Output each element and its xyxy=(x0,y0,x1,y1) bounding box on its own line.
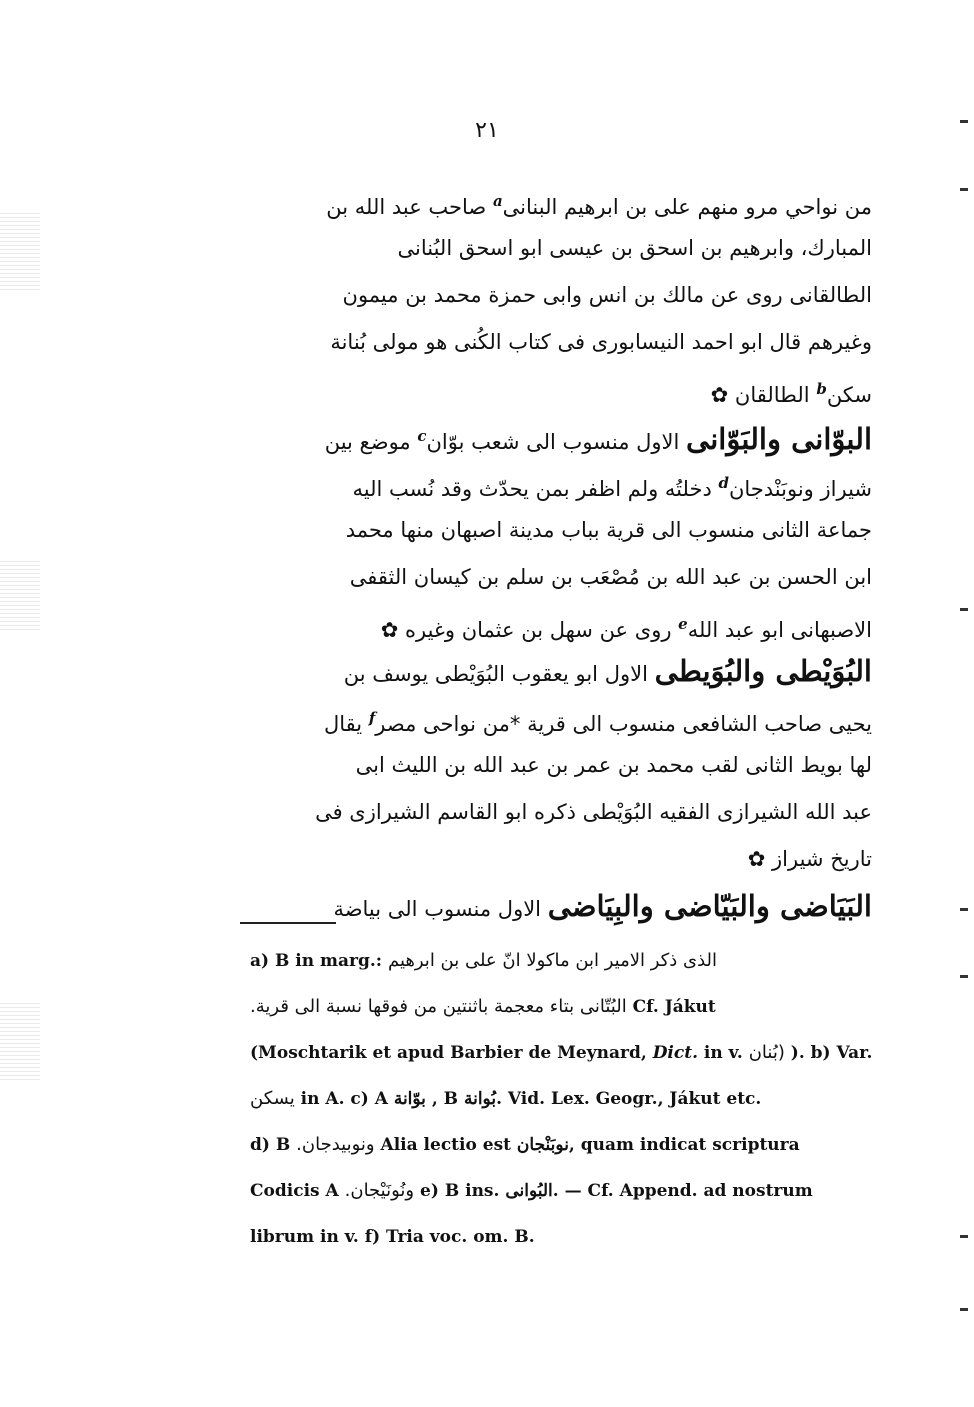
text-line xyxy=(240,319,872,366)
margin-mark xyxy=(960,908,968,911)
text-line xyxy=(240,507,872,554)
line-text: دخلتُه ولم اظفر بمن يحدّث وقد نُسب اليه xyxy=(352,477,719,501)
margin-mark xyxy=(960,975,968,978)
line-text: روى عن سهل بن عثمان وغيره ✿ xyxy=(380,618,679,642)
footnote-line xyxy=(250,938,880,984)
text-line xyxy=(240,601,872,648)
footnote-arabic: البُتّانى بتاء معجمة باثنتين من فوقها نسبة الى قرية. xyxy=(250,996,627,1017)
footnote-marker: d xyxy=(718,474,729,492)
text-line xyxy=(240,554,872,601)
line-text: يحيى صاحب الشافعى منسوب الى قرية *من نواحى مصر xyxy=(375,712,872,736)
margin-mark xyxy=(960,1308,968,1311)
scan-edge-artifact xyxy=(0,1000,40,1080)
footnote-italic: Dict. xyxy=(652,1043,699,1063)
footnote-text: ). b) Var. xyxy=(790,1043,873,1063)
line-text: عبد الله الشيرازى الفقيه البُوَيْطى ذكره ابو القاسم الشيرازى فى xyxy=(315,800,872,824)
text-line xyxy=(240,178,872,225)
footnote-text: in v. xyxy=(698,1043,743,1063)
page-number: ٢١ xyxy=(475,118,499,143)
footnote-text: Cf. Jákut xyxy=(632,997,716,1017)
footnote-arabic: الذى ذكر الامير ابن ماكولا انّ على بن ابرهيم xyxy=(387,950,718,971)
text-line xyxy=(240,272,872,319)
footnote-rule xyxy=(240,922,336,924)
footnote-arabic: ونوبيدجان. xyxy=(296,1134,375,1155)
line-text: جماعة الثانى منسوب الى قرية بباب مدينة اصبهان منها محمد xyxy=(345,518,872,542)
text-line xyxy=(240,695,872,742)
text-line xyxy=(240,460,872,507)
footnote-text: in A. c) A بوّانة , B بُوانة. Vid. Lex. Geogr., Jákut etc. xyxy=(300,1089,762,1109)
line-text: شيراز ونوبَنْدجان xyxy=(728,477,872,501)
footnote-text: (Moschtarik et apud Barbier de Meynard, xyxy=(250,1043,653,1063)
footnote-marker: b xyxy=(816,380,827,398)
margin-mark xyxy=(960,608,968,611)
footnote-arabic: ونُونَيْجان. xyxy=(344,1180,415,1201)
line-text: الاول منسوب الى بياضة xyxy=(333,897,548,921)
entry-headword: البوّانى والبَوّانى xyxy=(686,422,872,456)
line-text: موضع بين xyxy=(324,430,418,454)
line-text: سكن xyxy=(826,383,872,407)
footnote-line xyxy=(250,1168,880,1214)
line-text: تاريخ شيراز ✿ xyxy=(747,847,872,871)
line-text: المبارك، وابرهيم بن اسحق بن عيسى ابو اسحق البُنانى xyxy=(397,236,872,260)
line-text: الاول منسوب الى شعب بوّان xyxy=(426,430,687,454)
text-line xyxy=(240,413,872,460)
line-text: الاول ابو يعقوب البُوَيْطى يوسف بن xyxy=(343,662,655,686)
footnote-text: a) B in marg.: xyxy=(250,951,383,971)
footnote-marker: a xyxy=(492,192,503,210)
text-line xyxy=(240,836,872,883)
margin-mark xyxy=(960,188,968,191)
line-text: من نواحي مرو منهم على بن ابرهيم البنانى xyxy=(502,195,872,219)
entry-headword: البَيَاضى والبَيّاضى والبِيَاضى xyxy=(547,889,872,923)
footnote-line xyxy=(250,1214,880,1260)
footnote-arabic: يسكن xyxy=(250,1088,295,1109)
footnote-line xyxy=(250,1122,880,1168)
line-text: الطالقان ✿ xyxy=(710,383,817,407)
footnote-text: Alia lectio est نوبَنْجان, quam indicat scriptura xyxy=(380,1135,800,1155)
scan-edge-artifact xyxy=(0,210,40,290)
text-line xyxy=(240,742,872,789)
footnote-marker: c xyxy=(417,427,427,445)
footnote-line xyxy=(250,1030,880,1076)
footnote-text: d) B xyxy=(250,1135,291,1155)
footnote-text: Codicis A xyxy=(250,1181,339,1201)
line-text: يقال xyxy=(324,712,369,736)
footnote-line xyxy=(250,1076,880,1122)
line-text: لها بويط الثانى لقب محمد بن عمر بن عبد الله بن الليث ابى xyxy=(355,753,872,777)
main-text xyxy=(240,178,872,930)
line-text: صاحب عبد الله بن xyxy=(326,195,493,219)
footnote-marker: f xyxy=(368,709,376,727)
footnotes xyxy=(250,938,880,1260)
line-text: ابن الحسن بن عبد الله بن مُصْعَب بن سلم بن كيسان الثقفى xyxy=(349,565,872,589)
footnote-text: librum in v. f) Tria voc. om. B. xyxy=(250,1227,535,1247)
text-line xyxy=(240,225,872,272)
footnote-marker: e xyxy=(678,615,688,633)
footnote-line xyxy=(250,984,880,1030)
footnote-arabic: (بُنان xyxy=(748,1042,785,1063)
text-line xyxy=(240,366,872,413)
text-line xyxy=(240,789,872,836)
text-line xyxy=(240,648,872,695)
scan-edge-artifact xyxy=(0,560,40,630)
line-text: الطالقانى روى عن مالك بن انس وابى حمزة محمد بن ميمون xyxy=(342,283,872,307)
entry-headword: البُوَيْطى والبُوَيطى xyxy=(654,654,872,688)
margin-mark xyxy=(960,1235,968,1238)
footnote-text: e) B ins. البُوانى. — Cf. Append. ad nostrum xyxy=(420,1181,813,1201)
line-text: الاصبهانى ابو عبد الله xyxy=(687,618,872,642)
line-text: وغيرهم قال ابو احمد النيسابورى فى كتاب الكُنى هو مولى بُنانة xyxy=(330,330,872,354)
